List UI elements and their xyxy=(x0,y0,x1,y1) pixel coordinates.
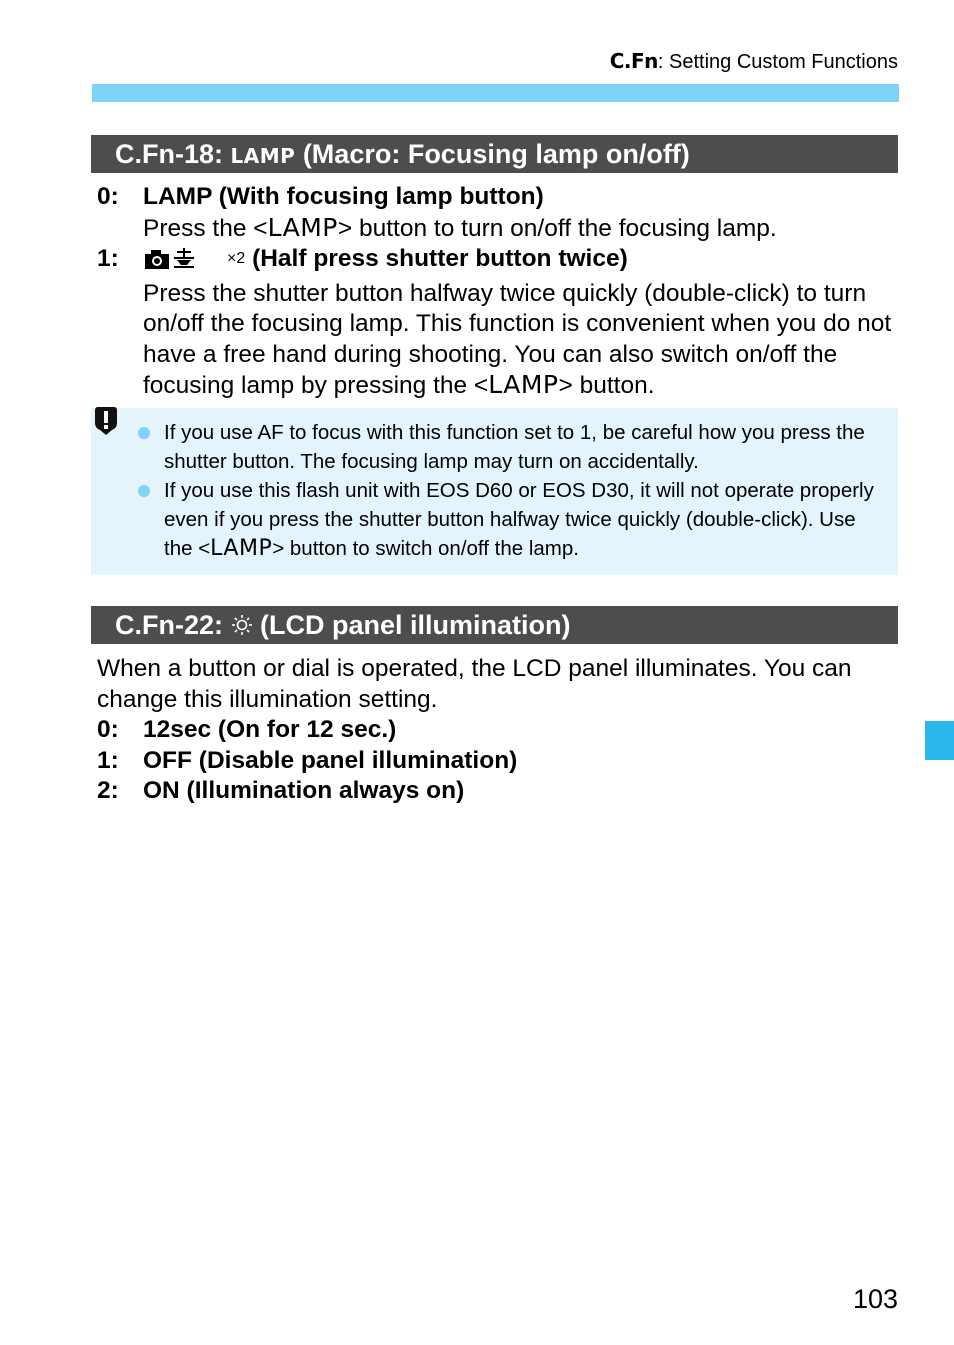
section1-options xyxy=(97,182,897,402)
option-description: Press the shutter button halfway twice quickly (double-click) to turn on/off the focusing lamp. This function is convenient when you do not have a free hand during shooting. You can also switch on/off the focusing lamp by pressing the <LAMP> button. xyxy=(143,279,892,399)
page-header xyxy=(610,49,898,74)
chapter-tab xyxy=(925,721,954,760)
list-item: If you use AF to focus with this function set to 1, be careful how you press the shutter button. The focusing lamp may turn on accidentally. xyxy=(136,418,876,476)
caution-icon xyxy=(92,406,120,436)
section-heading-cfn22 xyxy=(91,606,898,644)
bullet-dot xyxy=(138,485,150,497)
section2-content xyxy=(97,654,897,807)
cfn-label: C.Fn xyxy=(609,49,658,73)
option-number: 1: xyxy=(97,245,119,272)
option-number: 2: xyxy=(97,777,119,804)
shutter-half-press-icon xyxy=(143,246,227,279)
option-title: ON (Illumination always on) xyxy=(143,777,465,804)
option-item xyxy=(97,244,897,402)
option-number: 1: xyxy=(97,746,119,774)
section-title: (LCD panel illumination) xyxy=(252,610,571,640)
lamp-button-label: LAMP xyxy=(210,536,273,561)
twice-multiplier: ×2 xyxy=(227,250,246,267)
option-item xyxy=(97,715,897,746)
option-item xyxy=(97,776,897,807)
option-item xyxy=(97,182,897,244)
header-section-title: : Setting Custom Functions xyxy=(657,51,898,73)
option-number: 0: xyxy=(97,716,119,743)
header-bar xyxy=(92,84,899,102)
option-title: ×2 (Half press shutter button twice) xyxy=(97,244,897,279)
section-heading-cfn18 xyxy=(91,135,898,173)
option-title: LAMP (With focusing lamp button) xyxy=(143,183,544,210)
bullet-dot xyxy=(138,427,150,439)
section-prefix: C.Fn-18: xyxy=(115,139,231,169)
caution-list xyxy=(136,418,876,563)
lamp-icon: LAMP xyxy=(230,144,296,168)
section-intro: When a button or dial is operated, the LCD panel illuminates. You can change this illumination setting. xyxy=(97,655,852,713)
section-title: (Macro: Focusing lamp on/off) xyxy=(295,139,690,169)
page-number: 103 xyxy=(852,1284,898,1314)
section-prefix: C.Fn-22: xyxy=(115,610,231,640)
option-number: 0: xyxy=(97,183,119,210)
lamp-button-label: LAMP xyxy=(488,370,559,399)
lamp-button-label: LAMP xyxy=(267,212,338,242)
option-description: Press the <LAMP> button to turn on/off the focusing lamp. xyxy=(143,212,777,242)
option-title: 12sec (On for 12 sec.) xyxy=(143,716,397,743)
sun-icon xyxy=(231,608,253,646)
list-item: If you use this flash unit with EOS D60 or EOS D30, it will not operate properly even if you press the shutter button halfway twice quickly (double-click). Use the <LAMP> button to switch on/off the lamp. xyxy=(136,476,876,563)
option-title: OFF (Disable panel illumination) xyxy=(143,746,518,774)
option-item xyxy=(97,746,897,777)
